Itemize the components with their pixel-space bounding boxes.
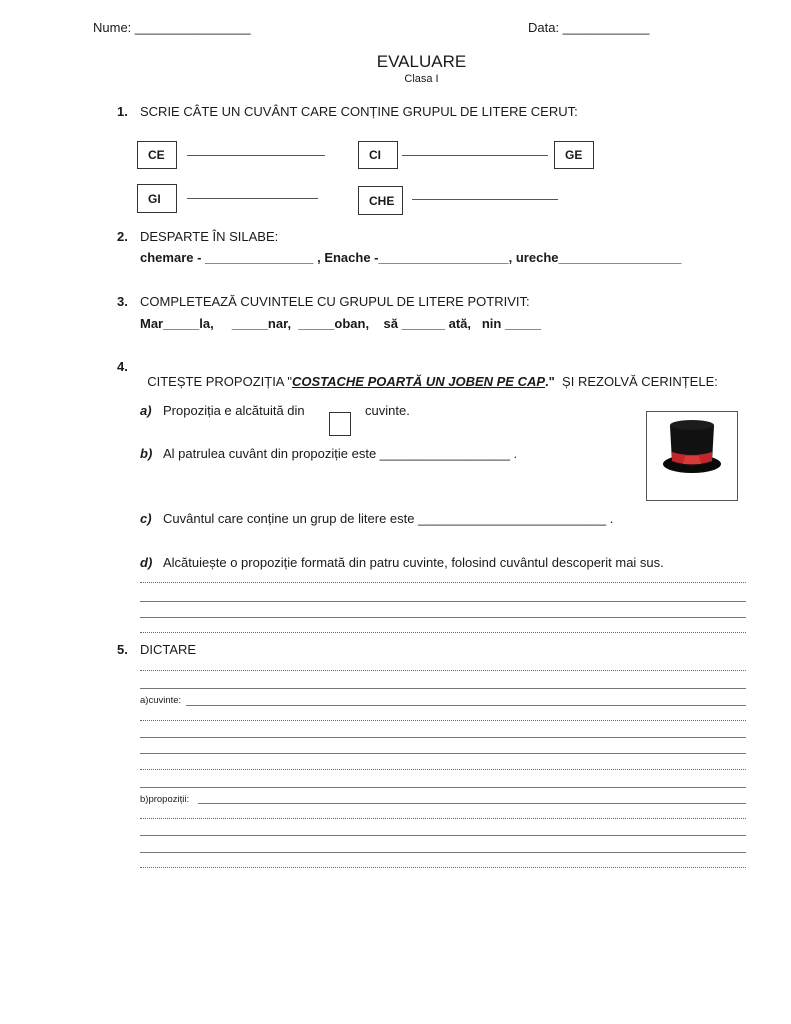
q4d-label: d) (140, 555, 153, 570)
page-title: EVALUARE (376, 52, 467, 71)
writing-line-dotted[interactable] (140, 632, 746, 633)
q1-instruction: SCRIE CÂTE UN CUVÂNT CARE CONȚINE GRUPUL DE LITERE CERUT: (140, 104, 578, 119)
q3-fill-line[interactable]: Mar_____la, _____nar, _____oban, să ______ ată, nin _____ (140, 316, 542, 331)
date-field[interactable]: Data: ____________ (528, 20, 650, 35)
group-box-gi: GI (137, 184, 177, 213)
writing-line-solid[interactable] (140, 787, 746, 788)
writing-line-solid[interactable] (140, 852, 746, 853)
answer-line-ce[interactable] (187, 155, 325, 156)
page-subtitle: Clasa I (404, 73, 439, 85)
q5-title: DICTARE (140, 642, 197, 657)
writing-line-dotted[interactable] (140, 670, 746, 671)
writing-line-dotted[interactable] (140, 582, 746, 583)
q3-instruction: COMPLETEAZĂ CUVINTELE CU GRUPUL DE LITERE POTRIVIT: (140, 294, 530, 309)
name-field[interactable]: Nume: ________________ (93, 20, 251, 35)
q4a-text-before: Propoziția e alcătuită din (163, 403, 305, 418)
writing-line-solid[interactable] (140, 688, 746, 689)
q2-instruction: DESPARTE ÎN SILABE: (140, 229, 279, 244)
writing-line-solid[interactable] (186, 705, 746, 706)
writing-line-solid[interactable] (198, 803, 746, 804)
writing-line-dotted[interactable] (140, 720, 746, 721)
q4-number: 4. (117, 359, 128, 374)
writing-line-solid[interactable] (140, 601, 746, 602)
writing-line-dotted[interactable] (140, 769, 746, 770)
q2-number: 2. (117, 229, 128, 244)
q5-number: 5. (117, 642, 128, 657)
answer-line-gi[interactable] (187, 198, 318, 199)
q4-instruction (140, 359, 718, 389)
q4-sentence: COSTACHE POARTĂ UN JOBEN PE CAP (291, 374, 546, 389)
writing-line-dotted[interactable] (140, 867, 746, 868)
word-count-box[interactable] (329, 412, 351, 436)
q4d-text: Alcătuiește o propoziție formată din patru cuvinte, folosind cuvântul descoperit mai sus. (163, 555, 664, 570)
writing-line-solid[interactable] (140, 737, 746, 738)
group-box-che: CHE (358, 186, 403, 215)
q4c-label: c) (140, 511, 152, 526)
group-box-ge: GE (554, 141, 594, 169)
q4b-label: b) (140, 446, 153, 461)
group-box-ce: CE (137, 141, 177, 169)
writing-line-dotted[interactable] (140, 818, 746, 819)
answer-line-che[interactable] (412, 199, 558, 200)
hat-image (646, 411, 738, 501)
q4-text-before: CITEȘTE PROPOZIȚIA " (147, 374, 292, 389)
q4a-label: a) (140, 403, 152, 418)
answer-line-ci[interactable] (402, 155, 548, 156)
dictation-sentences-label: b)propoziții: (140, 794, 190, 805)
dictation-words-label: a)cuvinte: (140, 695, 182, 706)
q1-number: 1. (117, 104, 128, 119)
q4b-text[interactable]: Al patrulea cuvânt din propoziție este __________________ . (163, 446, 518, 461)
writing-line-solid[interactable] (140, 617, 746, 618)
writing-line-solid[interactable] (140, 835, 746, 836)
q4-text-after: ȘI REZOLVĂ CERINȚELE: (554, 374, 718, 389)
top-hat-icon (647, 412, 737, 500)
q4-sentence-end: ." (545, 374, 555, 389)
writing-line-solid[interactable] (140, 753, 746, 754)
q4c-text[interactable]: Cuvântul care conține un grup de litere este __________________________ . (163, 511, 614, 526)
group-box-ci: CI (358, 141, 398, 169)
q3-number: 3. (117, 294, 128, 309)
q2-syllables-line[interactable]: chemare - _______________ , Enache -__________________, ureche_________________ (140, 250, 682, 265)
q4a-text-after: cuvinte. (365, 403, 410, 418)
